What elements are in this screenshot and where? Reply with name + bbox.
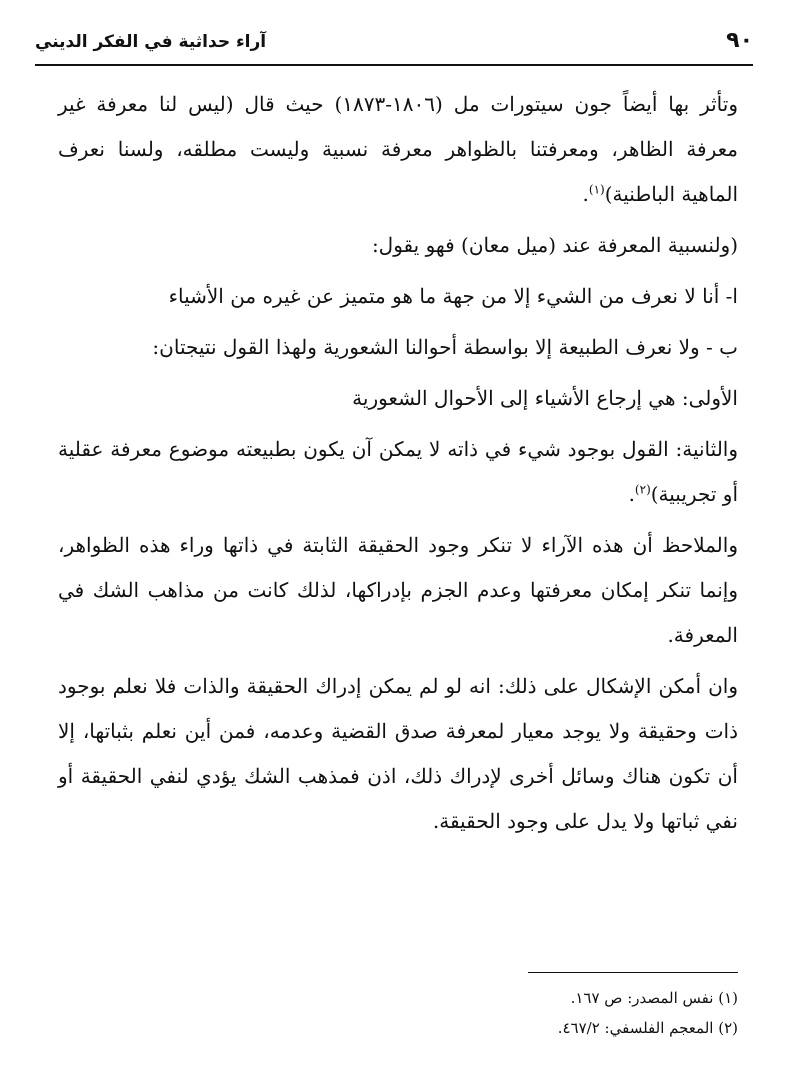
footnote-1: (١) نفس المصدر: ص ١٦٧. xyxy=(570,989,738,1007)
paragraph-6-text: والثانية: القول بوجود شيء في ذاته لا يمكن آن يكون بطبيعته موضوع معرفة عقلية أو تجريبية) xyxy=(58,437,738,506)
running-title: آراء حداثية في الفكر الديني xyxy=(35,32,267,52)
paragraph-7: والملاحظ أن هذه الآراء لا تنكر وجود الحقيقة الثابتة في ذاتها وراء هذه الظواهر، وإنما تنكر إمكان معرفتها وعدم الجزم بإدراكها، لذلك كانت من مذاهب الشك في المعرفة. xyxy=(58,533,738,647)
paragraph-3: ا- أنا لا نعرف من الشيء إلا من جهة ما هو متميز عن غيره من الأشياء xyxy=(168,284,738,308)
paragraph-6 xyxy=(58,427,738,517)
page-header xyxy=(35,26,753,66)
footnote-ref-2: (٢) xyxy=(634,482,651,497)
footnote-2: (٢) المعجم الفلسفي: ٤٦٧/٢. xyxy=(557,1019,738,1037)
paragraph-1-end: . xyxy=(582,182,589,206)
paragraph-5: الأولى: هي إرجاع الأشياء إلى الأحوال الشعورية xyxy=(352,386,738,410)
paragraph-6-end: . xyxy=(628,482,635,506)
paragraph-1 xyxy=(58,82,738,217)
page-number: ٩٠ xyxy=(726,28,753,53)
footnote-ref-1: (١) xyxy=(588,182,605,197)
paragraph-1-text: وتأثر بها أيضاً جون سيتورات مل (١٨٠٦-١٨٧٣) حيث قال (ليس لنا معرفة غير معرفة الظاهر، ومعرفتنا بالظواهر معرفة نسبية وليست مطلقه، ولسنا نعرف الماهية الباطنية) xyxy=(58,92,739,206)
paragraph-4: ب - ولا نعرف الطبيعة إلا بواسطة أحوالنا الشعورية ولهذا القول نتيجتان: xyxy=(152,335,738,359)
paragraph-2: (ولنسبية المعرفة عند (ميل معان) فهو يقول: xyxy=(371,233,738,257)
footnotes xyxy=(50,972,738,1043)
paragraph-8: وان أمكن الإشكال على ذلك: انه لو لم يمكن إدراك الحقيقة والذات فلا نعلم بوجود ذات وحقيقة ولا يوجد معيار لمعرفة صدق القضية وعدمه، فمن أين نعلم بثباتها، إلا أن تكون هناك وسائل أخرى لإدراك ذلك، اذن فمذهب الشك يؤدي لنفي الحقيقة أو نفي ثباتها ولا يدل على وجود الحقيقة. xyxy=(58,674,738,833)
footnote-divider xyxy=(528,972,738,973)
main-text xyxy=(58,82,738,850)
